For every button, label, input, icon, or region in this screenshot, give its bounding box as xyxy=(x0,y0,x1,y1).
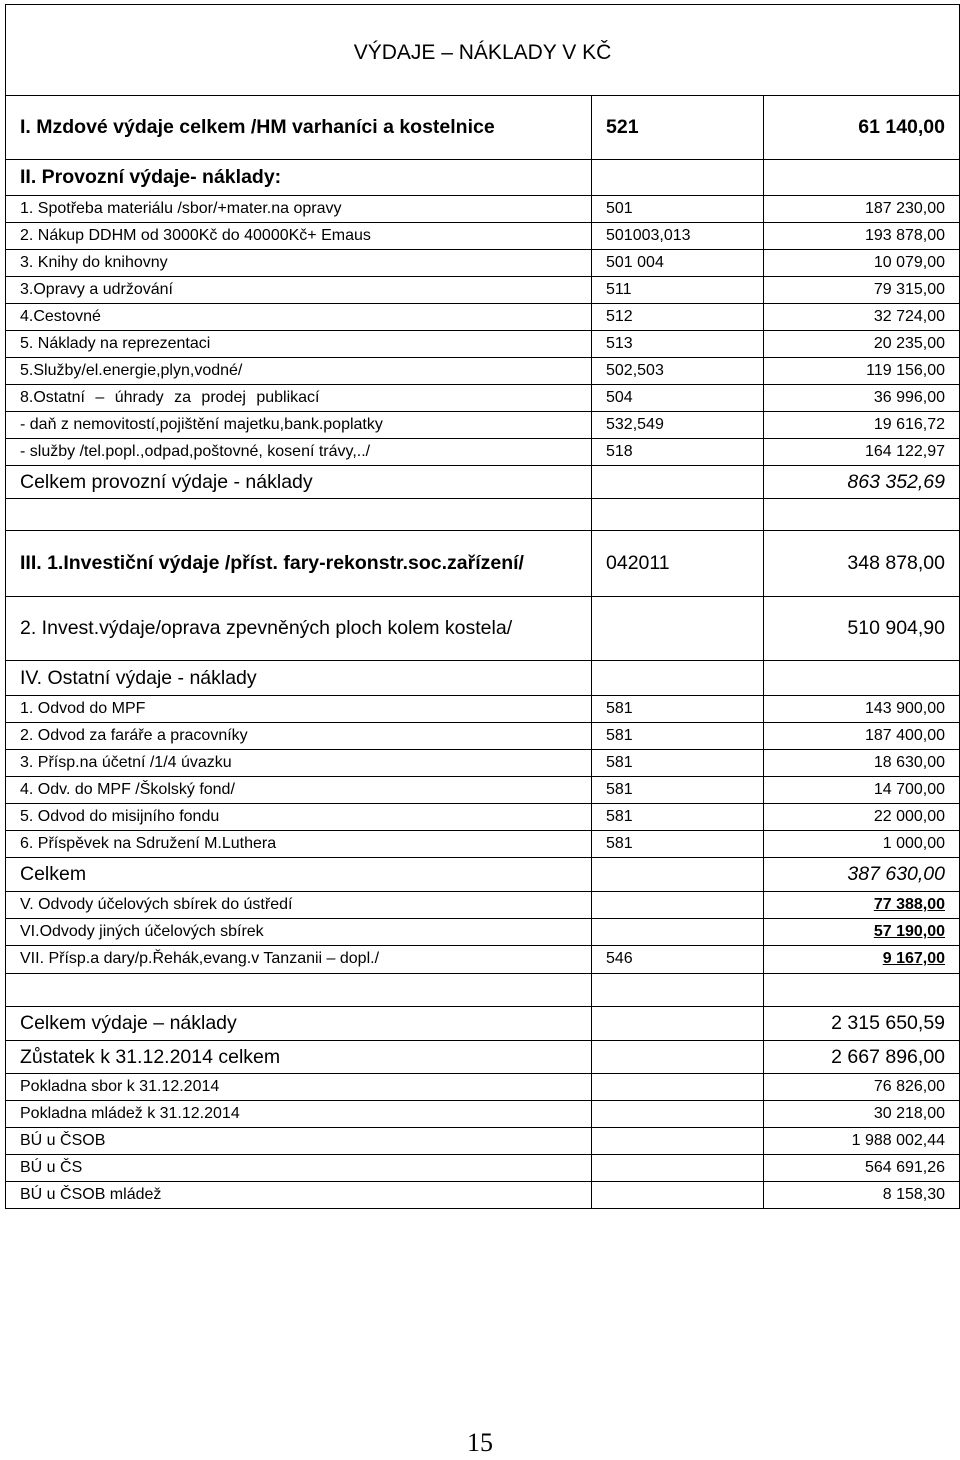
balance-amount: 2 667 896,00 xyxy=(764,1041,960,1074)
table-row xyxy=(6,304,960,331)
table-row xyxy=(6,1182,960,1209)
item-label: V. Odvody účelových sbírek do ústředí xyxy=(6,892,592,919)
empty-cell xyxy=(592,597,764,661)
item-amount: 187 400,00 xyxy=(764,723,960,750)
title-row xyxy=(6,5,960,96)
item-amount: 36 996,00 xyxy=(764,385,960,412)
item-label: 8.Ostatní – úhrady za prodej publikací xyxy=(6,385,592,412)
item-label: - služby /tel.popl.,odpad,poštovné, kosení trávy,../ xyxy=(6,439,592,466)
item-amount: 20 235,00 xyxy=(764,331,960,358)
item-label: VII. Přísp.a dary/p.Řehák,evang.v Tanzanii – dopl./ xyxy=(6,946,592,974)
expenses-table xyxy=(5,4,960,1209)
empty-cell xyxy=(592,661,764,696)
item-account: 581 xyxy=(592,696,764,723)
item-label: 2. Odvod za faráře a pracovníky xyxy=(6,723,592,750)
item-amount: 14 700,00 xyxy=(764,777,960,804)
wages-row xyxy=(6,96,960,160)
item-account: 511 xyxy=(592,277,764,304)
item-account: 502,503 xyxy=(592,358,764,385)
item-amount: 143 900,00 xyxy=(764,696,960,723)
item-amount: 164 122,97 xyxy=(764,439,960,466)
item-amount: 1 000,00 xyxy=(764,831,960,858)
balance-item-amount: 1 988 002,44 xyxy=(764,1128,960,1155)
empty-cell xyxy=(6,974,592,1007)
item-label: VI.Odvody jiných účelových sbírek xyxy=(6,919,592,946)
balance-item-amount: 564 691,26 xyxy=(764,1155,960,1182)
table-row xyxy=(6,750,960,777)
investment-amount: 348 878,00 xyxy=(764,531,960,597)
operating-total-amount: 863 352,69 xyxy=(764,466,960,499)
item-account: 513 xyxy=(592,331,764,358)
item-amount: 187 230,00 xyxy=(764,196,960,223)
other-total-label: Celkem xyxy=(6,858,592,892)
other-total-amount: 387 630,00 xyxy=(764,858,960,892)
balance-item-amount: 76 826,00 xyxy=(764,1074,960,1101)
table-row xyxy=(6,331,960,358)
balance-item-amount: 30 218,00 xyxy=(764,1101,960,1128)
wages-amount: 61 140,00 xyxy=(764,96,960,160)
table-row xyxy=(6,439,960,466)
investment-label: III. 1.Investiční výdaje /příst. fary-rekonstr.soc.zařízení/ xyxy=(6,531,592,597)
table-row xyxy=(6,412,960,439)
table-row xyxy=(6,1155,960,1182)
item-amount: 19 616,72 xyxy=(764,412,960,439)
balance-item-label: BÚ u ČSOB xyxy=(6,1128,592,1155)
item-account: 581 xyxy=(592,777,764,804)
item-amount: 79 315,00 xyxy=(764,277,960,304)
item-account: 518 xyxy=(592,439,764,466)
empty-cell xyxy=(764,160,960,196)
item-label: 5. Náklady na reprezentaci xyxy=(6,331,592,358)
item-label: 3. Knihy do knihovny xyxy=(6,250,592,277)
empty-cell xyxy=(592,1074,764,1101)
item-label: 4. Odv. do MPF /Školský fond/ xyxy=(6,777,592,804)
other-header-row xyxy=(6,661,960,696)
table-row xyxy=(6,831,960,858)
empty-cell xyxy=(764,974,960,1007)
item-amount: 9 167,00 xyxy=(764,946,960,974)
item-amount: 18 630,00 xyxy=(764,750,960,777)
item-account: 501 004 xyxy=(592,250,764,277)
page-title: VÝDAJE – NÁKLADY V KČ xyxy=(6,5,960,96)
balance-item-amount: 8 158,30 xyxy=(764,1182,960,1209)
item-account: 581 xyxy=(592,723,764,750)
balance-label: Zůstatek k 31.12.2014 celkem xyxy=(6,1041,592,1074)
total-expenses-label: Celkem výdaje – náklady xyxy=(6,1007,592,1041)
empty-cell xyxy=(592,1041,764,1074)
table-row xyxy=(6,892,960,919)
item-label: 3.Opravy a udržování xyxy=(6,277,592,304)
empty-cell xyxy=(592,1101,764,1128)
investment-label: 2. Invest.výdaje/oprava zpevněných ploch kolem kostela/ xyxy=(6,597,592,661)
empty-cell xyxy=(592,1007,764,1041)
item-label: 4.Cestovné xyxy=(6,304,592,331)
table-row xyxy=(6,1074,960,1101)
item-account: 581 xyxy=(592,831,764,858)
table-row xyxy=(6,696,960,723)
empty-cell xyxy=(592,858,764,892)
item-account: 504 xyxy=(592,385,764,412)
balance-item-label: Pokladna sbor k 31.12.2014 xyxy=(6,1074,592,1101)
investment-row xyxy=(6,597,960,661)
table-row xyxy=(6,1128,960,1155)
operating-total-row xyxy=(6,466,960,499)
balance-row xyxy=(6,1041,960,1074)
table-row xyxy=(6,250,960,277)
item-label: - daň z nemovitostí,pojištění majetku,bank.poplatky xyxy=(6,412,592,439)
table-row xyxy=(6,777,960,804)
wages-label: I. Mzdové výdaje celkem /HM varhaníci a kostelnice xyxy=(6,96,592,160)
item-label: 3. Přísp.na účetní /1/4 úvazku xyxy=(6,750,592,777)
empty-cell xyxy=(592,1182,764,1209)
investment-account: 042011 xyxy=(592,531,764,597)
table-row xyxy=(6,723,960,750)
balance-item-label: BÚ u ČSOB mládež xyxy=(6,1182,592,1209)
page-number: 15 xyxy=(467,1428,493,1457)
item-account: 512 xyxy=(592,304,764,331)
item-account: 546 xyxy=(592,946,764,974)
operating-header-row xyxy=(6,160,960,196)
item-amount: 77 388,00 xyxy=(764,892,960,919)
empty-cell xyxy=(592,974,764,1007)
item-amount: 32 724,00 xyxy=(764,304,960,331)
table-row xyxy=(6,1101,960,1128)
item-account: 501003,013 xyxy=(592,223,764,250)
other-total-row xyxy=(6,858,960,892)
operating-header: II. Provozní výdaje- náklady: xyxy=(6,160,592,196)
item-amount: 57 190,00 xyxy=(764,919,960,946)
item-label: 1. Spotřeba materiálu /sbor/+mater.na opravy xyxy=(6,196,592,223)
balance-item-label: BÚ u ČS xyxy=(6,1155,592,1182)
item-label: 5.Služby/el.energie,plyn,vodné/ xyxy=(6,358,592,385)
item-account xyxy=(592,919,764,946)
empty-cell xyxy=(592,160,764,196)
table-row xyxy=(6,196,960,223)
item-account: 581 xyxy=(592,750,764,777)
item-account: 581 xyxy=(592,804,764,831)
spacer-row xyxy=(6,499,960,531)
item-label: 1. Odvod do MPF xyxy=(6,696,592,723)
table-row xyxy=(6,385,960,412)
item-amount: 193 878,00 xyxy=(764,223,960,250)
balance-item-label: Pokladna mládež k 31.12.2014 xyxy=(6,1101,592,1128)
wages-account: 521 xyxy=(592,96,764,160)
item-amount: 119 156,00 xyxy=(764,358,960,385)
empty-cell xyxy=(764,499,960,531)
table-row xyxy=(6,358,960,385)
item-account: 532,549 xyxy=(592,412,764,439)
table-row xyxy=(6,277,960,304)
table-row xyxy=(6,919,960,946)
investment-amount: 510 904,90 xyxy=(764,597,960,661)
empty-cell xyxy=(6,499,592,531)
other-header: IV. Ostatní výdaje - náklady xyxy=(6,661,592,696)
table-row xyxy=(6,223,960,250)
item-amount: 22 000,00 xyxy=(764,804,960,831)
empty-cell xyxy=(592,1155,764,1182)
item-account xyxy=(592,892,764,919)
item-account: 501 xyxy=(592,196,764,223)
item-label: 6. Příspěvek na Sdružení M.Luthera xyxy=(6,831,592,858)
empty-cell xyxy=(764,661,960,696)
empty-cell xyxy=(592,1128,764,1155)
item-label: 5. Odvod do misijního fondu xyxy=(6,804,592,831)
investment-row xyxy=(6,531,960,597)
total-expenses-amount: 2 315 650,59 xyxy=(764,1007,960,1041)
operating-total-label: Celkem provozní výdaje - náklady xyxy=(6,466,592,499)
spacer-row xyxy=(6,974,960,1007)
item-label: 2. Nákup DDHM od 3000Kč do 40000Kč+ Emaus xyxy=(6,223,592,250)
empty-cell xyxy=(592,499,764,531)
total-expenses-row xyxy=(6,1007,960,1041)
table-row xyxy=(6,804,960,831)
empty-cell xyxy=(592,466,764,499)
item-amount: 10 079,00 xyxy=(764,250,960,277)
table-row xyxy=(6,946,960,974)
